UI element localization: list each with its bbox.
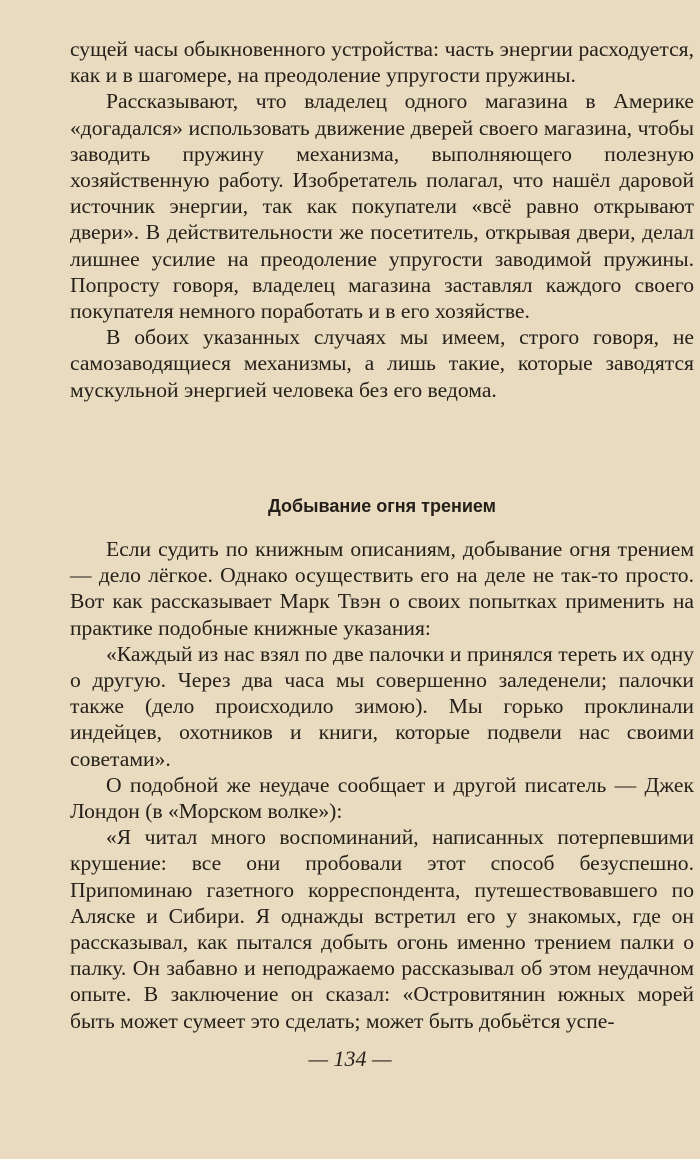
body-text-top — [70, 36, 694, 403]
paragraph-continuation: сущей часы обыкновенного устройства: часть энергии расходуется, как и в шагомере, на преодоление упругости пружины. — [70, 37, 694, 88]
paragraph-twain-quote: «Каждый из нас взял по две палочки и принялся тереть их одну о другую. Через два часа мы совершенно заледенели; палочки также (дело происходило зимою). Мы горько проклинали индейцев, охотников и книги, которые подвели нас своими советами». — [70, 641, 694, 771]
paragraph-london-quote: «Я читал много воспоминаний, написанных потерпевшими крушение: все они пробовали этот способ безуспешно. Припоминаю газетного корреспондента, путешествовавшего по Аляске и Сибири. Я однажды встретил его у знакомых, где он рассказывал, как пытался добыть огонь именно трением палки о палку. Он забавно и неподражаемо рассказывал об этом неудачном опыте. В заключение он сказал: «Островитянин южных морей быть может сумеет это сделать; может быть добьётся успе- — [70, 825, 694, 1033]
paragraph-store-owner: Рассказывают, что владелец одного магазина в Америке «догадался» использовать движение дверей своего магазина, чтобы заводить пружину механизма, выполняющего полезную хозяйственную работу. Изобретатель полагал, что нашёл даровой источник энергии, так как покупатели «всё равно открывают двери». В действительности же посетитель, открывая двери, делал лишнее усилие на преодоление упругости заводимой пружины. Попросту говоря, владелец магазина заставлял каждого своего покупателя немного поработать и в его хозяйстве. — [70, 89, 694, 324]
paragraph-london-intro: О подобной же неудаче сообщает и другой писатель — Джек Лондон (в «Морском волке»): — [70, 772, 694, 824]
page-number: — 134 — — [308, 1046, 392, 1071]
paragraph-intro: Если судить по книжным описаниям, добывание огня трением — дело лёгкое. Однако осуществить его на деле не так-то просто. Вот как рассказывает Марк Твэн о своих попытках применить на практике подобные книжные указания: — [70, 537, 694, 640]
body-text-section — [70, 536, 694, 1034]
section-heading: Добывание огня трением — [267, 496, 497, 516]
paragraph-conclusion: В обоих указанных случаях мы имеем, строго говоря, не самозаводящиеся механизмы, а лишь такие, которые заводятся мускульной энергией человека без его ведома. — [70, 325, 694, 402]
